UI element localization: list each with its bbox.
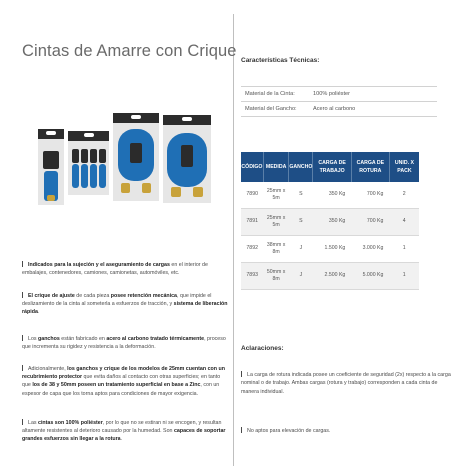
text-segment: Las (28, 420, 39, 426)
text-segment: Adicionalmente, (28, 366, 68, 372)
cell-pack: 1 (389, 236, 419, 263)
text-segment: . (37, 309, 40, 316)
header-gancho: GANCHO (289, 152, 313, 182)
cell-pack: 1 (389, 263, 419, 290)
cell-trabajo: 350 Kg (313, 182, 351, 209)
tech-specs-heading: Características Técnicas: (241, 57, 320, 64)
bullet-mark (22, 419, 23, 425)
bold-text: cintas son 100% poliéster (38, 420, 103, 426)
table-header-row (241, 152, 419, 182)
table-row (241, 209, 419, 236)
text-segment: , que impide el deslizamiento de la cinta al someterla a esfuerzos de tracción, y (22, 293, 212, 308)
bullet-mark (22, 335, 23, 341)
bullet-mark (22, 292, 23, 298)
product-pack-4 (163, 115, 211, 203)
bold-text: los de 38 y 50mm poseen un tratamiento superficial en base a Zinc (32, 382, 201, 389)
spec-label: Material del Gancho: (241, 102, 309, 117)
bullet-mark (22, 261, 23, 267)
bold-text: Indicados para la sujeción y el aseguramiento de cargas (28, 262, 170, 268)
text-segment: Los (28, 336, 39, 342)
bold-text: capaces de soportar grandes esfuerzos sin llegar a la rotura (22, 428, 226, 443)
description-paragraph-5 (22, 419, 228, 444)
bold-text: posee retención mecánica (110, 293, 177, 299)
description-paragraph-1 (22, 261, 228, 277)
cell-codigo: 7893 (241, 263, 263, 290)
product-pack-1 (38, 129, 64, 205)
text-segment: , por lo que no se estiran ni se encogen, y resultan altamente resistentes al deterioro causado por la humedad. Son (22, 420, 222, 435)
text-segment: , proceso que incrementa su rigidez y resistencia a la deformación. (22, 336, 226, 351)
cell-trabajo: 2.500 Kg (313, 263, 351, 290)
table-row (241, 182, 419, 209)
spec-row (241, 102, 437, 117)
spec-row (241, 87, 437, 102)
description-paragraph-4 (22, 365, 228, 398)
bold-text: acero al carbono tratado térmicamente (106, 336, 205, 342)
cell-rotura: 700 Kg (351, 182, 389, 209)
note-paragraph-2 (241, 427, 451, 435)
notes-heading: Aclaraciones: (241, 345, 284, 352)
cell-trabajo: 350 Kg (313, 209, 351, 236)
cell-medida: 50mm x 8m (263, 263, 288, 290)
note-text: No aptos para elevación de cargas. (247, 428, 331, 434)
cell-medida: 38mm x 8m (263, 236, 288, 263)
header-carga-trabajo: CARGA DE TRABAJO (313, 152, 351, 182)
bold-text: los ganchos y crique de los modelos de 25mm cuentan con un recubrimiento protector (22, 366, 225, 381)
column-divider (233, 14, 234, 466)
cell-rotura: 700 Kg (351, 209, 389, 236)
description-paragraph-3 (22, 335, 228, 351)
specs-table (241, 86, 437, 117)
text-segment: de cada pieza (74, 293, 111, 299)
header-carga-rotura: CARGA DE ROTURA (351, 152, 389, 182)
cell-pack: 2 (389, 182, 419, 209)
cell-pack: 4 (389, 209, 419, 236)
spec-value: Acero al carbono (309, 102, 437, 117)
cell-gancho: S (289, 182, 313, 209)
header-codigo: CÓDIGO (241, 152, 263, 182)
product-image (38, 113, 213, 205)
table-row (241, 263, 419, 290)
page-title: Cintas de Amarre con Crique (22, 42, 237, 61)
bullet-mark (241, 427, 242, 433)
note-paragraph-1 (241, 371, 451, 396)
text-segment: están fabricado en (59, 336, 107, 342)
bold-text: sistema de liberación rápida (22, 301, 228, 316)
header-medida: MEDIDA (263, 152, 288, 182)
cell-medida: 25mm x 5m (263, 182, 288, 209)
text-segment: . (120, 436, 123, 443)
spec-label: Material de la Cinta: (241, 87, 309, 102)
table-row (241, 236, 419, 263)
cell-rotura: 5.000 Kg (351, 263, 389, 290)
text-segment: , con un espesor de capa que los torna aptos para condiciones de mayor exigencia. (22, 382, 220, 397)
cell-trabajo: 1.500 Kg (313, 236, 351, 263)
bullet-mark (22, 365, 23, 371)
product-pack-3 (113, 113, 159, 201)
header-unid-pack: UNID. X PACK (389, 152, 419, 182)
cell-codigo: 7892 (241, 236, 263, 263)
bold-text: ganchos (38, 336, 60, 342)
text-segment: en el interior de embalajes, contenedores, camiones, camionetas, automóviles, etc. (22, 262, 208, 277)
cell-rotura: 3.000 Kg (351, 236, 389, 263)
cell-codigo: 7890 (241, 182, 263, 209)
product-table (241, 152, 419, 290)
product-pack-2 (68, 131, 109, 195)
cell-gancho: J (289, 263, 313, 290)
bullet-mark (241, 371, 242, 377)
text-segment: que evita daños al contacto con otras superficies; en tanto que (22, 374, 221, 389)
bold-text: El crique de ajuste (28, 293, 75, 299)
cell-gancho: J (289, 236, 313, 263)
cell-medida: 25mm x 5m (263, 209, 288, 236)
description-paragraph-2 (22, 292, 228, 317)
spec-value: 100% poliéster (309, 87, 437, 102)
note-text: La carga de rotura indicada posee un coeficiente de seguridad (2x) respecto a la carga nominal o de trabajo. Ambas cargas (rotura y trabajo) corresponden a cada cinta de manera individual. (241, 372, 451, 395)
cell-codigo: 7891 (241, 209, 263, 236)
cell-gancho: S (289, 209, 313, 236)
